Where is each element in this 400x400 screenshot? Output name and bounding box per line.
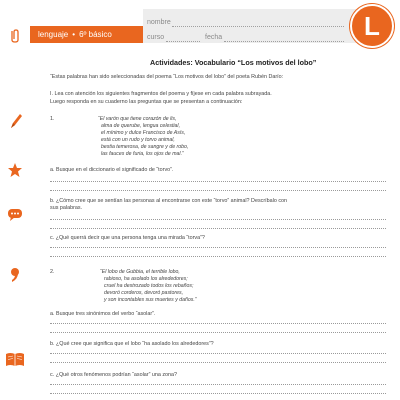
poem-2-line: “El lobo de Gubbia, el terrible lobo,: [100, 269, 180, 275]
poem-2-line: devoró corderos, devoró pastores,: [104, 290, 184, 296]
instruction-line-1: I. Lea con atención los siguientes fragmentos del poema y fíjese en cada palabra subrayada.: [50, 91, 272, 97]
star-icon: [7, 162, 23, 178]
poem-2-line: rabioso, ha asolado los alrededores;: [104, 276, 188, 282]
answer-line[interactable]: [50, 256, 386, 257]
answer-line[interactable]: [50, 362, 386, 363]
comma-icon: [7, 266, 23, 282]
fragment-2-number: 2.: [50, 269, 55, 275]
course-label: curso: [147, 34, 165, 41]
answer-line[interactable]: [50, 228, 386, 229]
poem-1-line: el mínimo y dulce Francisco de Asís,: [101, 130, 186, 136]
question-1a: a. Busque en el diccionario el significado de “torvo”.: [50, 167, 174, 173]
poem-1-line: las fauces de furia, los ojos de mal.”: [101, 151, 184, 157]
question-2c: c. ¿Qué otros fenómenos podrían “asolar” una zona?: [50, 372, 178, 378]
question-1c: c. ¿Qué querrá decir que una persona tenga una mirada “torva”?: [50, 235, 205, 241]
subject-label: lenguaje: [38, 30, 69, 39]
answer-line[interactable]: [50, 323, 386, 324]
poem-1-line: bestia temerosa, de sangre y de robo,: [101, 144, 189, 150]
answer-line[interactable]: [50, 181, 386, 182]
open-book-icon: [5, 351, 25, 367]
poem-1-line: alma de querube, lengua celestial,: [101, 123, 181, 129]
name-label: nombre: [147, 19, 171, 26]
answer-line[interactable]: [50, 393, 386, 394]
question-1b-line-2: sus palabras.: [50, 205, 83, 211]
clip-icon: [7, 28, 23, 44]
answer-line[interactable]: [50, 384, 386, 385]
question-1b-line-1: b. ¿Cómo cree que se sentían las personas al encontrarse con este “torvo” animal? Descríbalo con: [50, 198, 288, 204]
poem-1-line: está con un rudo y torvo animal,: [101, 137, 175, 143]
date-label: fecha: [205, 34, 223, 41]
poem-1-line: “El varón que tiene corazón de lis,: [98, 116, 177, 122]
subject-separator: •: [72, 30, 76, 39]
answer-line[interactable]: [50, 332, 386, 333]
course-field[interactable]: [166, 41, 200, 42]
pencil-icon: [7, 112, 23, 128]
answer-line[interactable]: [50, 219, 386, 220]
section-letter-badge: L: [350, 4, 394, 48]
fragment-1-number: 1.: [50, 116, 55, 122]
question-2a: a. Busque tres sinónimos del verbo “asolar”.: [50, 311, 156, 317]
speech-bubble-icon: [7, 207, 23, 223]
name-field[interactable]: [172, 26, 344, 27]
poem-2-line: cruel ha destrozado todos los rebaños;: [104, 283, 194, 289]
grade-label: 6º básico: [79, 30, 112, 39]
answer-line[interactable]: [50, 190, 386, 191]
subject-band: [30, 26, 143, 43]
date-field[interactable]: [224, 41, 344, 42]
poem-2-line: y son incontables sus muertes y daños.”: [104, 297, 197, 303]
answer-line[interactable]: [50, 247, 386, 248]
question-2b: b. ¿Qué cree que significa que el lobo “ha asolado los alrededores”?: [50, 341, 214, 347]
instruction-line-2: Luego responda en su cuaderno las preguntas que se presentan a continuación:: [50, 99, 243, 105]
sidebar: [0, 0, 30, 400]
intro-text: “Estas palabras han sido seleccionadas del poema “Los motivos del lobo” del poeta Rubén Darío:: [50, 74, 284, 80]
document-title: Actividades: Vocabulario “Los motivos del lobo”: [150, 58, 317, 67]
answer-line[interactable]: [50, 353, 386, 354]
